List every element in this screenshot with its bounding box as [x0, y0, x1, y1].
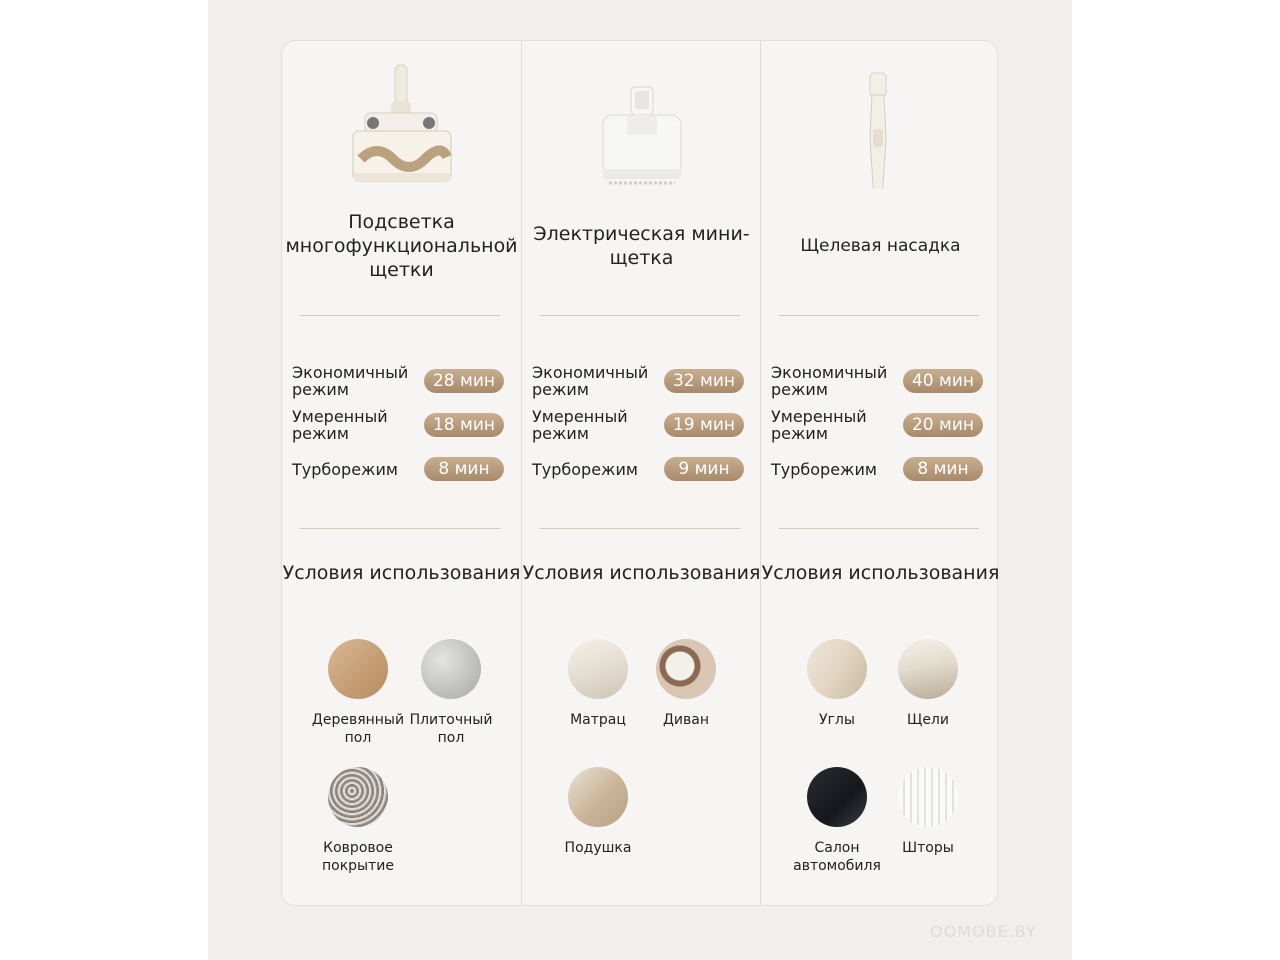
column-title: Электрическая мини-щетка: [533, 223, 750, 269]
surface-wood-floor: [308, 639, 408, 747]
mode-row-moderate: [532, 403, 744, 447]
conditions-title: Условия использования: [761, 562, 1000, 584]
divider: [540, 528, 740, 529]
runtime-modes: [292, 359, 504, 491]
column-title: Подсветка многофункциональной щетки: [285, 211, 518, 281]
divider: [300, 528, 500, 529]
surface-tile-floor: [401, 639, 501, 747]
surface-corners: [787, 639, 887, 729]
surface-pillow: [548, 767, 648, 857]
mode-label: Турборежим: [532, 459, 638, 479]
conditions-title: Условия использования: [522, 562, 761, 584]
surface-label: Ковровое покрытие: [322, 840, 394, 874]
surface-label: Деревянный пол: [311, 712, 405, 746]
divider: [300, 315, 500, 316]
runtime-badge: 9 мин: [664, 457, 744, 481]
surface-label: Щели: [907, 712, 949, 728]
car-interior-icon: [807, 767, 867, 827]
surface-label: Матрац: [570, 712, 626, 728]
runtime-badge: 8 мин: [424, 457, 504, 481]
conditions-title: Условия использования: [282, 562, 521, 584]
mode-row-eco: [292, 359, 504, 403]
column-mini-brush: [521, 41, 761, 905]
tile-floor-icon: [421, 639, 481, 699]
surface-label: Салон автомобиля: [793, 840, 881, 874]
runtime-badge: 28 мин: [424, 369, 504, 393]
mode-row-moderate: [292, 403, 504, 447]
runtime-badge: 40 мин: [903, 369, 983, 393]
column-crevice-tool: [760, 41, 1000, 905]
carpet-icon: [328, 767, 388, 827]
surface-label: Углы: [819, 712, 855, 728]
divider: [540, 315, 740, 316]
mode-label: Умеренный режим: [292, 407, 388, 443]
runtime-badge: 20 мин: [903, 413, 983, 437]
wood-floor-icon: [328, 639, 388, 699]
runtime-modes: [532, 359, 744, 491]
mode-label: Умеренный режим: [532, 407, 628, 443]
surface-label: Шторы: [902, 840, 954, 856]
surface-sofa: [636, 639, 736, 729]
runtime-badge: 32 мин: [664, 369, 744, 393]
surface-label: Подушка: [564, 840, 632, 856]
divider: [779, 315, 979, 316]
surface-label: Диван: [662, 712, 710, 728]
mode-row-turbo: [532, 447, 744, 491]
surface-mattress: [548, 639, 648, 729]
runtime-badge: 8 мин: [903, 457, 983, 481]
multifunction-brush-image: [282, 59, 521, 189]
surface-curtains: [878, 767, 978, 857]
pillow-icon: [568, 767, 628, 827]
surface-label: Плиточный пол: [409, 712, 493, 746]
runtime-badge: 18 мин: [424, 413, 504, 437]
curtains-icon: [898, 767, 958, 827]
mode-label: Экономичный режим: [532, 363, 649, 399]
mode-row-moderate: [771, 403, 983, 447]
mode-label: Турборежим: [771, 459, 877, 479]
surface-car-interior: [787, 767, 887, 875]
surface-carpet: [308, 767, 408, 875]
surface-gaps: [878, 639, 978, 729]
mode-row-turbo: [292, 447, 504, 491]
mode-label: Экономичный режим: [771, 363, 888, 399]
mode-label: Турборежим: [292, 459, 398, 479]
divider: [779, 528, 979, 529]
mode-label: Экономичный режим: [292, 363, 409, 399]
corners-icon: [807, 639, 867, 699]
crevice-tool-image: [761, 59, 1000, 189]
watermark: OOMOBE.BY: [930, 922, 1037, 941]
mode-row-eco: [771, 359, 983, 403]
mode-label: Умеренный режим: [771, 407, 867, 443]
column-multifunction-brush: [282, 41, 521, 905]
mattress-icon: [568, 639, 628, 699]
sofa-icon: [656, 639, 716, 699]
gaps-icon: [898, 639, 958, 699]
mode-row-eco: [532, 359, 744, 403]
runtime-badge: 19 мин: [664, 413, 744, 437]
comparison-card: [281, 40, 998, 906]
mode-row-turbo: [771, 447, 983, 491]
column-title: Щелевая насадка: [800, 236, 961, 256]
runtime-modes: [771, 359, 983, 491]
mini-brush-image: [522, 59, 761, 189]
